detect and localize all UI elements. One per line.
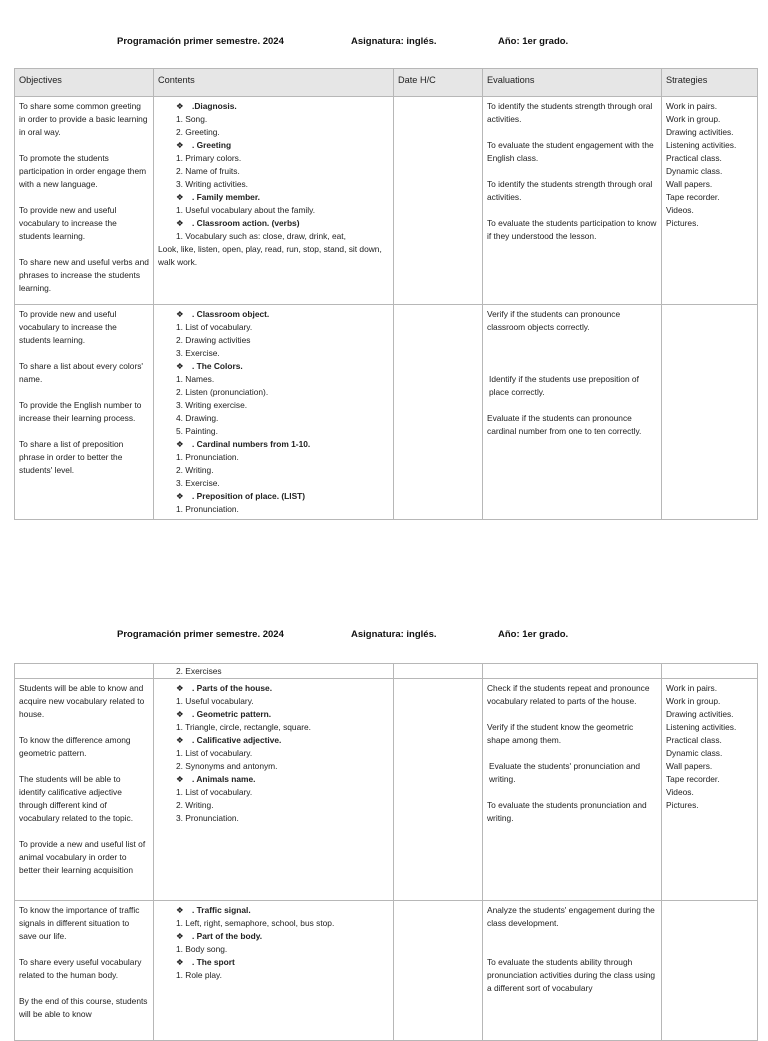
- page1-program-title: Programación primer semestre. 2024: [117, 36, 284, 47]
- content-heading: [158, 191, 389, 204]
- content-heading: [158, 708, 389, 721]
- strategy-item: Videos.: [666, 787, 694, 797]
- strategy-item: Pictures.: [666, 218, 699, 228]
- content-item: 1. Useful vocabulary about the family.: [176, 205, 316, 215]
- content-heading-text: . Calificative adjective.: [192, 735, 282, 745]
- objectives-cell: [15, 305, 154, 520]
- evaluation-text: To evaluate the students ability through pronunciation activities during the class using a different sort of vocabulary: [487, 957, 656, 993]
- date-cell: [394, 97, 483, 305]
- objective-text: To provide a new and useful list of animal vocabulary in order to better their learning acquisition: [19, 839, 146, 875]
- strategies-cell: [662, 97, 758, 305]
- content-heading-text: . Classroom object.: [192, 309, 270, 319]
- evaluations-cell: [483, 97, 662, 305]
- evaluation-text: Analyze the students' engagement during the class development.: [487, 905, 655, 928]
- content-item: 1. List of vocabulary.: [176, 748, 253, 758]
- content-heading-text: .Diagnosis.: [192, 101, 237, 111]
- content-item: 1. Song.: [176, 114, 208, 124]
- objective-text: Students will be able to know and acquire new vocabulary related to house.: [19, 683, 145, 719]
- evaluation-text: To evaluate the student engagement with the English class.: [487, 140, 654, 163]
- content-item: 1. Triangle, circle, rectangle, square.: [176, 722, 311, 732]
- contents-cell: [154, 664, 394, 679]
- col-header-contents: Contents: [154, 69, 394, 97]
- content-heading-text: . Greeting: [192, 140, 232, 150]
- content-item: 2. Synonyms and antonym.: [176, 761, 278, 771]
- content-item: 2. Greeting.: [176, 127, 220, 137]
- content-heading: [158, 360, 389, 373]
- page1-program-table: [14, 68, 758, 520]
- content-heading-text: . Cardinal numbers from 1-10.: [192, 439, 311, 449]
- content-item: 1. Useful vocabulary.: [176, 696, 254, 706]
- content-heading: [158, 490, 389, 503]
- strategy-item: Listening activities.: [666, 722, 737, 732]
- objective-text: To share new and useful verbs and phrases to increase the students learning.: [19, 257, 149, 293]
- content-heading: [158, 100, 389, 113]
- content-heading: [158, 682, 389, 695]
- diamond-bullet-icon: ❖: [176, 192, 184, 202]
- col-header-date: Date H/C: [394, 69, 483, 97]
- objective-text: To share every useful vocabulary related to the human body.: [19, 957, 142, 980]
- evaluation-text: Evaluate if the students can pronounce cardinal number from one to ten correctly.: [487, 413, 642, 436]
- strategies-cell: [662, 679, 758, 901]
- content-heading-text: . The sport: [192, 957, 235, 967]
- content-item: 1. List of vocabulary.: [176, 787, 253, 797]
- content-heading: [158, 734, 389, 747]
- content-heading-text: . Traffic signal.: [192, 905, 251, 915]
- diamond-bullet-icon: ❖: [176, 439, 184, 449]
- contents-cell: [154, 305, 394, 520]
- contents-cell: [154, 97, 394, 305]
- content-heading-text: . Animals name.: [192, 774, 256, 784]
- col-header-objectives: Objectives: [15, 69, 154, 97]
- evaluations-cell: [483, 901, 662, 1041]
- content-item: 1. Pronunciation.: [176, 504, 239, 514]
- strategy-item: Work in pairs.: [666, 683, 718, 693]
- table-header-row: [15, 69, 758, 97]
- content-item: 4. Drawing.: [176, 413, 219, 423]
- content-item: 3. Pronunciation.: [176, 813, 239, 823]
- contents-cell: [154, 679, 394, 901]
- strategy-item: Videos.: [666, 205, 694, 215]
- content-item: 1. Body song.: [176, 944, 228, 954]
- content-item: 2. Exercises: [176, 666, 222, 676]
- content-item: 1. Pronunciation.: [176, 452, 239, 462]
- page2-program-table: [14, 663, 758, 1041]
- table-row: [15, 664, 758, 679]
- content-heading: [158, 308, 389, 321]
- date-cell: [394, 664, 483, 679]
- strategy-item: Drawing activities.: [666, 127, 734, 137]
- evaluation-text: To identify the students strength through oral activities.: [487, 101, 653, 124]
- diamond-bullet-icon: ❖: [176, 683, 184, 693]
- content-item: 2. Listen (pronunciation).: [176, 387, 269, 397]
- table-row: [15, 679, 758, 901]
- objective-text: To share some common greeting in order to provide a basic learning in oral way.: [19, 101, 148, 137]
- content-item: 1. Role play.: [176, 970, 222, 980]
- diamond-bullet-icon: ❖: [176, 931, 184, 941]
- content-heading: [158, 438, 389, 451]
- objective-text: To know the difference among geometric pattern.: [19, 735, 131, 758]
- content-heading-text: . The Colors.: [192, 361, 243, 371]
- content-item: Look, like, listen, open, play, read, run, stop, stand, sit down, walk work.: [158, 244, 382, 267]
- table-row: [15, 305, 758, 520]
- objective-text: To provide new and useful vocabulary to increase the students learning.: [19, 205, 117, 241]
- strategy-item: Drawing activities.: [666, 709, 734, 719]
- diamond-bullet-icon: ❖: [176, 774, 184, 784]
- diamond-bullet-icon: ❖: [176, 101, 184, 111]
- objective-text: To share a list about every colors' name.: [19, 361, 144, 384]
- content-heading: [158, 217, 389, 230]
- diamond-bullet-icon: ❖: [176, 905, 184, 915]
- evaluation-text: To identify the students strength through oral activities.: [487, 179, 653, 202]
- col-header-evaluations: Evaluations: [483, 69, 662, 97]
- evaluations-cell: [483, 664, 662, 679]
- evaluation-text: Verify if the student know the geometric shape among them.: [487, 722, 634, 745]
- evaluation-text: To evaluate the students pronunciation and writing.: [487, 800, 647, 823]
- content-heading: [158, 904, 389, 917]
- content-item: 1. Names.: [176, 374, 215, 384]
- strategies-cell: [662, 901, 758, 1041]
- page2-year: Año: 1er grado.: [498, 629, 569, 640]
- col-header-strategies: Strategies: [662, 69, 758, 97]
- table-row: [15, 97, 758, 305]
- strategy-item: Wall papers.: [666, 761, 713, 771]
- evaluation-text: To evaluate the students participation to know if they understood the lesson.: [487, 218, 657, 241]
- content-item: 5. Painting.: [176, 426, 218, 436]
- content-item: 3. Exercise.: [176, 478, 220, 488]
- strategy-item: Pictures.: [666, 800, 699, 810]
- content-item: 2. Writing.: [176, 800, 214, 810]
- diamond-bullet-icon: ❖: [176, 309, 184, 319]
- strategy-item: Practical class.: [666, 735, 722, 745]
- evaluation-text: Evaluate the students' pronunciation and writing.: [489, 761, 641, 784]
- content-heading-text: . Parts of the house.: [192, 683, 273, 693]
- content-item: 3. Writing exercise.: [176, 400, 248, 410]
- strategies-cell: [662, 305, 758, 520]
- objective-text: To share a list of preposition phrase in order to better the students' level.: [19, 439, 124, 475]
- strategy-item: Tape recorder.: [666, 192, 720, 202]
- date-cell: [394, 305, 483, 520]
- objective-text: By the end of this course, students will be able to know: [19, 996, 148, 1019]
- page2-program-title: Programación primer semestre. 2024: [117, 629, 284, 640]
- objective-text: The students will be able to identify calificative adjective through different kind of vocabulary related to the topic.: [19, 774, 134, 823]
- objective-text: To provide new and useful vocabulary to increase the students learning.: [19, 309, 117, 345]
- content-heading-text: . Classroom action. (verbs): [192, 218, 300, 228]
- diamond-bullet-icon: ❖: [176, 140, 184, 150]
- strategies-cell: [662, 664, 758, 679]
- evaluations-cell: [483, 305, 662, 520]
- diamond-bullet-icon: ❖: [176, 957, 184, 967]
- diamond-bullet-icon: ❖: [176, 218, 184, 228]
- content-heading: [158, 930, 389, 943]
- strategy-item: Dynamic class.: [666, 748, 723, 758]
- content-item: 1. Primary colors.: [176, 153, 242, 163]
- strategy-item: Wall papers.: [666, 179, 713, 189]
- content-heading: [158, 773, 389, 786]
- page1-subject: Asignatura: inglés.: [351, 36, 437, 47]
- strategy-item: Work in pairs.: [666, 101, 718, 111]
- objective-text: To promote the students participation in order engage them with a new language.: [19, 153, 147, 189]
- diamond-bullet-icon: ❖: [176, 491, 184, 501]
- content-item: 3. Writing activities.: [176, 179, 248, 189]
- content-item: 1. Vocabulary such as: close, draw, drink, eat,: [176, 231, 346, 241]
- objective-text: To provide the English number to increase their learning process.: [19, 400, 142, 423]
- content-heading-text: . Geometric pattern.: [192, 709, 272, 719]
- strategy-item: Practical class.: [666, 153, 722, 163]
- contents-cell: [154, 901, 394, 1041]
- evaluations-cell: [483, 679, 662, 901]
- content-item: 1. List of vocabulary.: [176, 322, 253, 332]
- content-heading-text: . Part of the body.: [192, 931, 263, 941]
- diamond-bullet-icon: ❖: [176, 735, 184, 745]
- content-item: 2. Name of fruits.: [176, 166, 240, 176]
- content-item: 3. Exercise.: [176, 348, 220, 358]
- diamond-bullet-icon: ❖: [176, 361, 184, 371]
- content-heading-text: . Family member.: [192, 192, 260, 202]
- strategy-item: Work in group.: [666, 114, 721, 124]
- content-item: 1. Left, right, semaphore, school, bus stop.: [176, 918, 335, 928]
- date-cell: [394, 901, 483, 1041]
- objectives-cell: [15, 679, 154, 901]
- page1-year: Año: 1er grado.: [498, 36, 569, 47]
- evaluation-text: Identify if the students use preposition of place correctly.: [489, 374, 639, 397]
- date-cell: [394, 679, 483, 901]
- evaluation-text: Check if the students repeat and pronounce vocabulary related to parts of the house.: [487, 683, 650, 706]
- content-item: 2. Drawing activities: [176, 335, 251, 345]
- strategy-item: Dynamic class.: [666, 166, 723, 176]
- content-heading-text: . Preposition of place. (LIST): [192, 491, 306, 501]
- diamond-bullet-icon: ❖: [176, 709, 184, 719]
- objectives-cell: [15, 901, 154, 1041]
- objectives-cell: [15, 97, 154, 305]
- objective-text: To know the importance of traffic signals in different situation to save our life.: [19, 905, 140, 941]
- page2-subject: Asignatura: inglés.: [351, 629, 437, 640]
- objectives-cell: [15, 664, 154, 679]
- content-heading: [158, 139, 389, 152]
- table-row: [15, 901, 758, 1041]
- content-heading: [158, 956, 389, 969]
- content-item: 2. Writing.: [176, 465, 214, 475]
- strategy-item: Tape recorder.: [666, 774, 720, 784]
- evaluation-text: Verify if the students can pronounce classroom objects correctly.: [487, 309, 621, 332]
- strategy-item: Work in group.: [666, 696, 721, 706]
- strategy-item: Listening activities.: [666, 140, 737, 150]
